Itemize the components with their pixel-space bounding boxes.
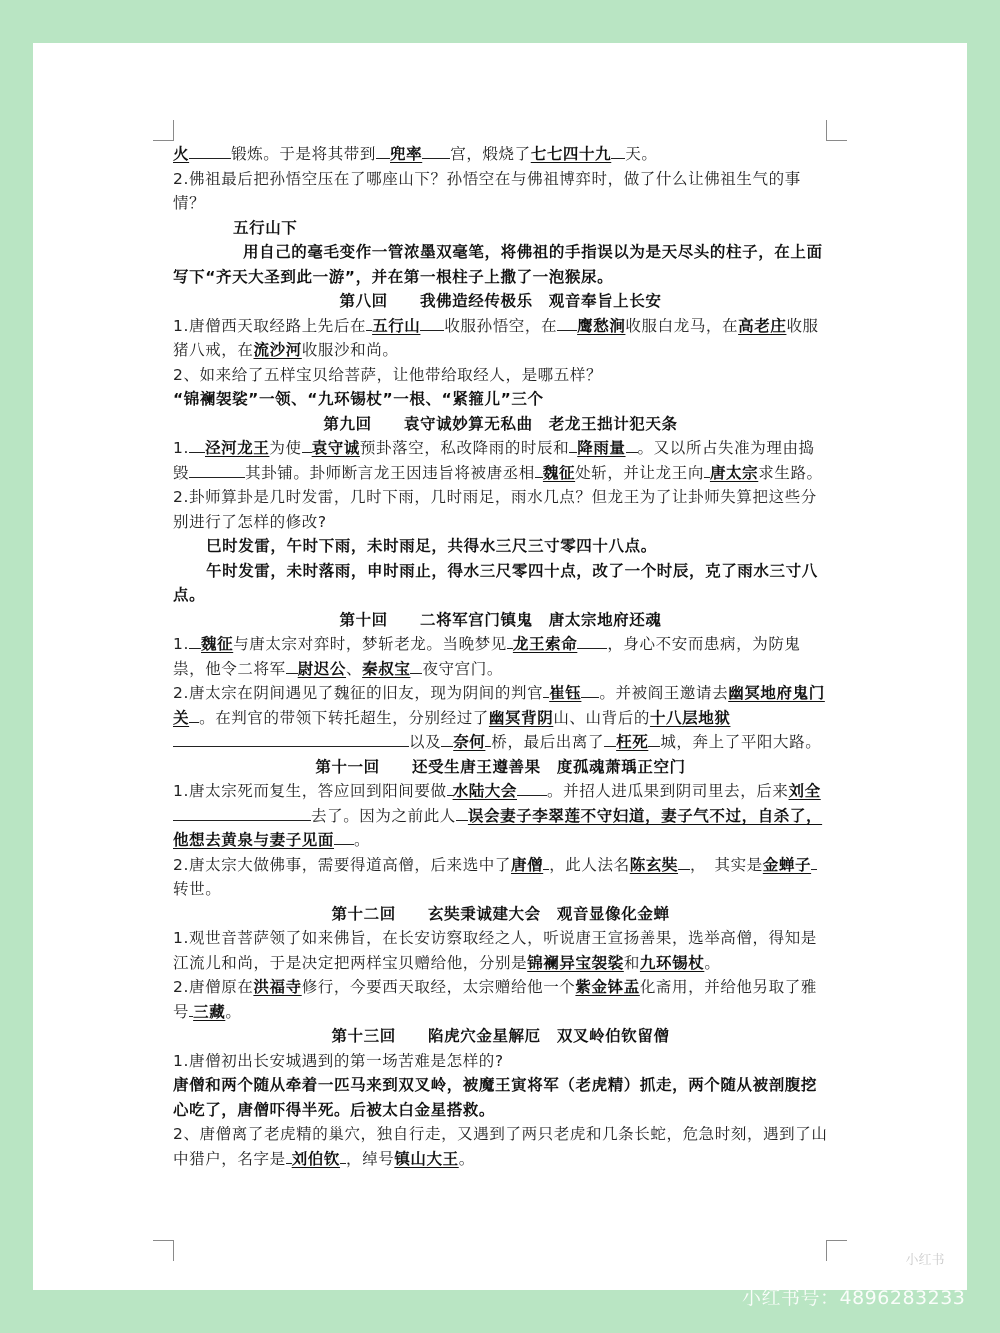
answer: 唐僧和两个随从牵着一匹马来到双叉岭，被魔王寅将军（老虎精）抓走，两个随从被剖腹挖心吃了，唐僧吓得半死。后被太白金星搭救。: [173, 1076, 818, 1119]
question: 1. 泾河龙王为使 袁守诚预卦落空，私改降雨的时辰和 降雨量 。又以所占失准为理由捣毁 其卦铺。卦师断言龙王因违旨将被唐丞相 魏征处斩，并让龙王向 唐太宗求生路。: [173, 439, 823, 482]
question: 2.唐僧原在洪福寺修行，今要西天取经，太宗赠给他一个紫金钵盂化斋用，并给他另取了雅号 三藏。: [173, 978, 817, 1021]
margin-mark-bottom-left: [153, 1240, 174, 1261]
answer: 用自己的毫毛变作一管浓墨双毫笔，将佛祖的手指误以为是天尽头的柱子，在上面写下“齐天大圣到此一游”，并在第一根柱子上撒了一泡猴尿。: [173, 243, 823, 286]
question: 2.佛祖最后把孙悟空压在了哪座山下？孙悟空在与佛祖博弈时，做了什么让佛祖生气的事情？: [173, 169, 801, 212]
paragraph: 火 锻炼。于是将其带到 兜率 宫，煅烧了七七四十九 天。: [173, 145, 658, 163]
chapter-heading: 第十一回 还受生唐王遵善果 度孤魂萧瑀正空门: [315, 757, 686, 776]
question: 2.卦师算卦是几时发雷，几时下雨，几时雨足，雨水几点？但龙王为了让卦师失算把这些分别进行了怎样的修改?: [173, 488, 817, 531]
answer: 五行山下: [233, 218, 298, 237]
chapter-heading: 第九回 袁守诚妙算无私曲 老龙王拙计犯天条: [323, 414, 678, 433]
answer: 午时发雷，未时落雨，申时雨止，得水三尺零四十点，改了一个时辰，克了雨水三寸八点。: [173, 561, 818, 604]
chapter-heading: 第十二回 玄奘秉诚建大会 观音显像化金蝉: [331, 904, 670, 923]
question: 2、唐僧离了老虎精的巢穴，独自行走，又遇到了两只老虎和几条长蛇，危急时刻，遇到了山中猎户，名字是 刘伯钦 ，绰号镇山大王。: [173, 1125, 828, 1168]
watermark-user-id: 小红书号：4896283233: [742, 1287, 966, 1309]
margin-mark-top-left: [153, 120, 174, 141]
watermark-logo: 小红书: [894, 1248, 956, 1274]
document-body: [173, 142, 828, 1171]
margin-mark-top-right: [826, 120, 847, 141]
question: 1. 魏征与唐太宗对弈时，梦斩老龙。当晚梦见 龙王索命 ，身心不安而患病，为防鬼祟，他令二将军 尉迟公、秦叔宝 夜守宫门。: [173, 635, 801, 678]
question: 1.观世音菩萨领了如来佛旨，在长安访察取经之人，听说唐王宣扬善果，选举高僧，得知是江流儿和尚，于是决定把两样宝贝赠给他，分别是锦襕异宝袈裟和九环锡杖。: [173, 929, 817, 972]
question: 1.唐僧初出长安城遇到的第一场苦难是怎样的?: [173, 1051, 504, 1070]
answer: “锦襕袈裟”一领、“九环锡杖”一根、“紧箍儿”三个: [173, 390, 544, 408]
question: 1.唐僧西天取经路上先后在 五行山 收服孙悟空，在 鹰愁涧收服白龙马，在高老庄收服猪八戒，在流沙河收服沙和尚。: [173, 316, 819, 359]
margin-mark-bottom-right: [826, 1240, 847, 1261]
question: 2、如来给了五样宝贝给菩萨，让他带给取经人，是哪五样？: [173, 365, 603, 384]
question: 1.唐太宗死而复生，答应回到阳间要做 水陆大会 。并招人进瓜果到阴司里去，后来刘全去了。因为之前此人 误会妻子李翠莲不守妇道，妻子气不过，自杀了，他想去黄泉与妻子见面 。: [173, 782, 823, 849]
chapter-heading: 第十回 二将军宫门镇鬼 唐太宗地府还魂: [339, 610, 662, 629]
question: 2.唐太宗在阴间遇见了魏征的旧友，现为阴间的判官 崔钰 。并被阎王邀请去幽冥地府鬼门关 。在判官的带领下转托超生，分别经过了幽冥背阴山、山背后的十八层地狱以及 奈何 桥，最后出离了 枉死 城，奔上了平阳大路。: [173, 684, 825, 751]
chapter-heading: 第十三回 陷虎穴金星解厄 双叉岭伯钦留僧: [331, 1027, 670, 1045]
answer: 巳时发雷，午时下雨，未时雨足，共得水三尺三寸零四十八点。: [206, 537, 657, 555]
chapter-heading: 第八回 我佛造经传极乐 观音奉旨上长安: [339, 292, 662, 310]
question: 2.唐太宗大做佛事，需要得道高僧，后来选中了唐僧 ，此人法名陈玄奘 ， 其实是金蝉子转世。: [173, 853, 828, 902]
